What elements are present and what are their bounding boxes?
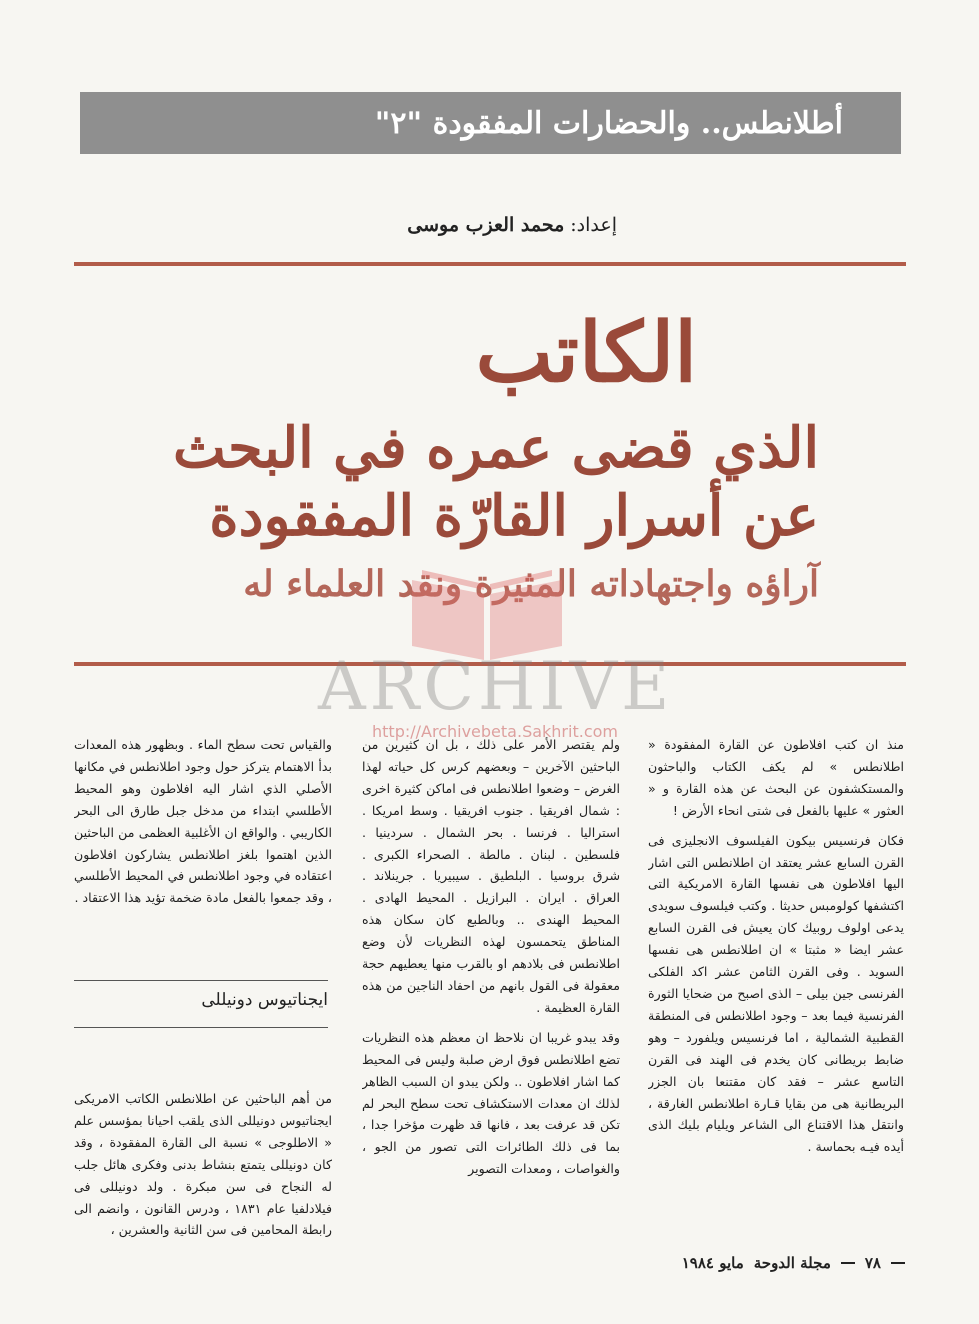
byline-label: إعداد: — [570, 214, 617, 236]
byline — [407, 214, 617, 236]
article-column-left — [74, 734, 332, 966]
subhead-rule-top — [74, 980, 328, 981]
paragraph: والقياس تحت سطح الماء . وبظهور هذه المعدات بدأ الاهتمام يتركز حول وجود اطلانطس في مكانها الأصلي الذي اشار اليه افلاطون وهو المحيط الأطلسي ابتداء من مدخل جبل طارق الى البحر الكاريبي . والواقع ان الأغلبية العظمى من الباحثين الذين اهتموا بلغز اطلانطس يشاركون افلاطون اعتقاده في وجود اطلانطس في المحيط الأطلسي ، وقد جمعوا بالفعل مادة ضخمة تؤيد هذا الاعتقاد . — [74, 737, 332, 906]
title-rule-top — [74, 262, 906, 266]
footer-dash — [891, 1262, 905, 1264]
paragraph: ولم يقتصر الأمر على ذلك ، بل ان كثيرين من الباحثين الآخرين – وبعضهم كرس كل حياته لهذا الغرض – وضعوا اطلانطس فى اماكن كثيرة اخرى : شمال افريقيا . جنوب افريقيا . وسط امريكا . استراليا . فرنسا . بحر الشمال . سردينيا . فلسطين . لبنان . مالطة . الصحراء الكبرى . شرق بروسيا . البلطيق . سيبيريا . جرينلاند . العراق . ايران . البرازيل . المحيط الهادى . المحيط الهندى .. وبالطبع كان سكان هذه المناطق يتحمسون لهذه النظريات لأن وضع اطلانطس فى بلادهم او بالقرب منها يعطيهم حجة معقولة فى القول بانهم من احفاد الناجين من هذه القارة العظيمة . — [362, 737, 620, 1015]
page-footer — [682, 1254, 905, 1272]
paragraph: فكان فرنسيس بيكون الفيلسوف الانجليزى فى القرن السابع عشر يعتقد ان اطلانطس التى اشار اليها افلاطون هى نفسها القارة الامريكية التى اكتشفها كولومبس حديثا . وكتب فيلسوف سويدى يدعى اولوف روبيك كان يعيش فى القرن السابع عشر ايضا « مثبتا » ان اطلانطس هى نفسها السويد . وفى القرن الثامن عشر اكد الفلكى الفرنسى جين بيلى – الذى اصبح من ضحايا الثورة الفرنسية فيما بعد – وجود اطلانطس فى المنطقة القطبية الشمالية ، اما فرنسيس ويلفورد – وهو ضابط بريطانى كان يخدم فى الهند فى القرن التاسع عشر – فقد كان مقتنعا بان الجزر البريطانية هى من بقايا قـارة اطلانطس الغارقة ، وانتقل هذا الاقتناع الى الشاعر ويليام بليك الذى أيده فيـه بحماسة . — [648, 832, 904, 1155]
article-column-left-continued — [74, 1088, 332, 1238]
headline-line-3: عن أسرار القارّة المفقودة — [209, 483, 819, 549]
series-title: أطلانطس.. والحضارات المفقودة "٢" — [374, 105, 843, 141]
section-subhead: ايجناتيوس دونيللى — [201, 990, 328, 1010]
page-number: ٧٨ — [864, 1254, 881, 1272]
paragraph: منذ ان كتب افلاطون عن القارة المفقودة « اطلانطس » لم يكف الكتاب والباحثون والمستكشفون عن البحث عن هذه القارة و « العثور » عليها بالفعل فى شتى انحاء الأرض ! — [648, 737, 904, 818]
subhead-rule-bottom — [74, 1027, 328, 1028]
headline-main: الكاتب — [475, 305, 697, 401]
footer-dash — [841, 1262, 855, 1264]
watermark-url: http://Archivebeta.Sakhrit.com — [372, 722, 618, 741]
watermark-text: ARCHIVE — [318, 648, 674, 725]
headline-subtitle: آراؤه واجتهاداته المثيرة ونقد العلماء له — [243, 563, 819, 605]
paragraph: وقد يبدو غريبا ان نلاحظ ان معظم هذه النظريات تضع اطلانطس فوق ارض صلبة وليس فى المحيط كما اشار افلاطون .. ولكن يبدو ان السبب الظاهر لذلك ان معدات الاستكشاف تحت سطح البحر لم تكن قد عرفت بعد ، فانها قد ظهرت مؤخرا جدا ، بما فى ذلك الطائرات التى تصور من الجو ، والغواصات ، ومعدات التصوير — [362, 1029, 620, 1177]
paragraph: من أهم الباحثين عن اطلانطس الكاتب الامريكى ايجناتيوس دونيللى الذى يلقب احيانا بمؤسس علم « الاطلوجى » نسبة الى القارة المفقودة ، وقد كان دونيللى يتمتع بنشاط بدنى وفكرى هائل جلب له النجاح فى سن مبكرة . ولد دونيللى فى فيلادلفيا عام ١٨٣١ ، ودرس القانون ، وانضم الى رابطة المحامين فى سن الثانية والعشرين ، — [74, 1091, 332, 1238]
magazine-name: مجلة الدوحة — [753, 1254, 831, 1272]
series-banner — [80, 92, 901, 154]
article-column-right — [648, 734, 904, 1232]
article-column-middle — [362, 734, 620, 1232]
author-name: محمد العزب موسى — [407, 214, 565, 236]
headline-line-2: الذي قضى عمره في البحث — [173, 415, 819, 481]
issue-date: مايو ١٩٨٤ — [681, 1254, 744, 1272]
